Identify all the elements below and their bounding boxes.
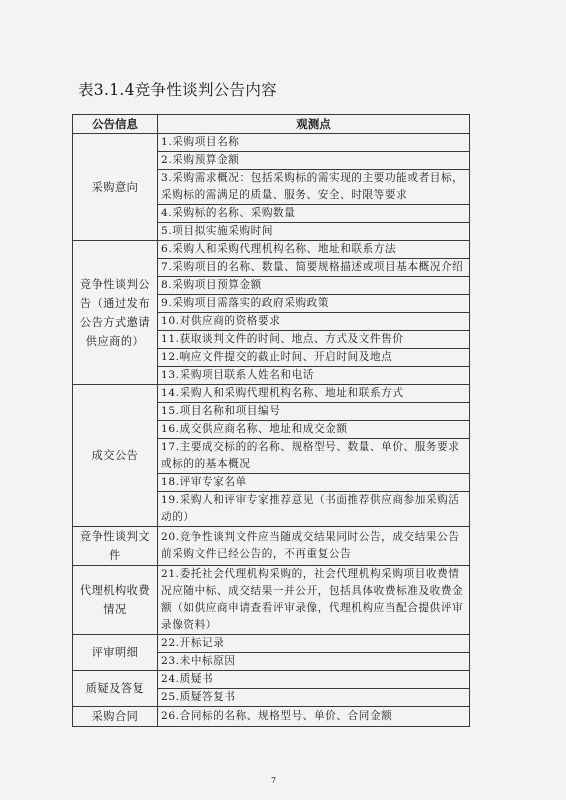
- observation-item-cell: 18.评审专家名单: [158, 474, 470, 492]
- observation-item-cell: 12.响应文件提交的截止时间、开启时间及地点: [158, 349, 470, 367]
- observation-item-cell: 7.采购项目的名称、数量、简要规格描述或项目基本概况介绍: [158, 259, 470, 277]
- observation-item-cell: 26.合同标的名称、规格型号、单价、合同金额: [158, 707, 470, 727]
- table-body: [73, 134, 470, 727]
- announcement-content-table: [72, 114, 470, 727]
- table-row: [73, 134, 470, 152]
- category-cell: 质疑及答复: [73, 671, 158, 707]
- observation-item-cell: 3.采购需求概况：包括采购标的需实现的主要功能或者目标，采购标的需满足的质量、服务、安全、时限等要求: [158, 170, 470, 205]
- header-observation-point: 观测点: [158, 115, 470, 134]
- table-row: [73, 566, 470, 635]
- observation-item-cell: 1.采购项目名称: [158, 134, 470, 152]
- observation-item-cell: 17.主要成交标的的名称、规格型号、数量、单价、服务要求或标的的基本概况: [158, 439, 470, 474]
- category-cell: 采购意向: [73, 134, 158, 241]
- observation-item-cell: 10.对供应商的资格要求: [158, 313, 470, 331]
- observation-item-cell: 24.质疑书: [158, 671, 470, 689]
- observation-item-cell: 2.采购预算金额: [158, 152, 470, 170]
- table-row: [73, 241, 470, 259]
- observation-item-cell: 25.质疑答复书: [158, 689, 470, 707]
- table-row: [73, 671, 470, 689]
- category-cell: 采购合同: [73, 707, 158, 727]
- header-announcement-info: 公告信息: [73, 115, 158, 134]
- category-cell: 成交公告: [73, 385, 158, 527]
- table-row: [73, 635, 470, 653]
- observation-item-cell: 23.未中标原因: [158, 653, 470, 671]
- table-row: [73, 385, 470, 403]
- observation-item-cell: 20.竞争性谈判文件应当随成交结果同时公告，成交结果公告前采购文件已经公告的，不再重复公告: [158, 527, 470, 566]
- table-header-row: [73, 115, 470, 134]
- observation-item-cell: 5.项目拟实施采购时间: [158, 223, 470, 241]
- observation-item-cell: 22.开标记录: [158, 635, 470, 653]
- page-number: 7: [271, 776, 277, 785]
- category-cell: 评审明细: [73, 635, 158, 671]
- category-cell: 竞争性谈判公告（通过发布公告方式邀请供应商的）: [73, 241, 158, 385]
- observation-item-cell: 16.成交供应商名称、地址和成交金额: [158, 421, 470, 439]
- observation-item-cell: 6.采购人和采购代理机构名称、地址和联系方法: [158, 241, 470, 259]
- observation-item-cell: 19.采购人和评审专家推荐意见（书面推荐供应商参加采购活动的）: [158, 492, 470, 527]
- observation-item-cell: 15.项目名称和项目编号: [158, 403, 470, 421]
- category-cell: 代理机构收费情况: [73, 566, 158, 635]
- table-row: [73, 527, 470, 566]
- table-caption: 表3.1.4竞争性谈判公告内容: [78, 81, 277, 99]
- observation-item-cell: 8.采购项目预算金额: [158, 277, 470, 295]
- table-row: [73, 707, 470, 727]
- observation-item-cell: 9.采购项目需落实的政府采购政策: [158, 295, 470, 313]
- category-cell: 竞争性谈判文件: [73, 527, 158, 566]
- observation-item-cell: 21.委托社会代理机构采购的，社会代理机构采购项目收费情况应随中标、成交结果一并公开，包括具体收费标准及收费金额（如供应商申请查看评审录像，代理机构应当配合提供评审录像资料）: [158, 566, 470, 635]
- observation-item-cell: 13.采购项目联系人姓名和电话: [158, 367, 470, 385]
- observation-item-cell: 14.采购人和采购代理机构名称、地址和联系方式: [158, 385, 470, 403]
- observation-item-cell: 11.获取谈判文件的时间、地点、方式及文件售价: [158, 331, 470, 349]
- observation-item-cell: 4.采购标的名称、采购数量: [158, 205, 470, 223]
